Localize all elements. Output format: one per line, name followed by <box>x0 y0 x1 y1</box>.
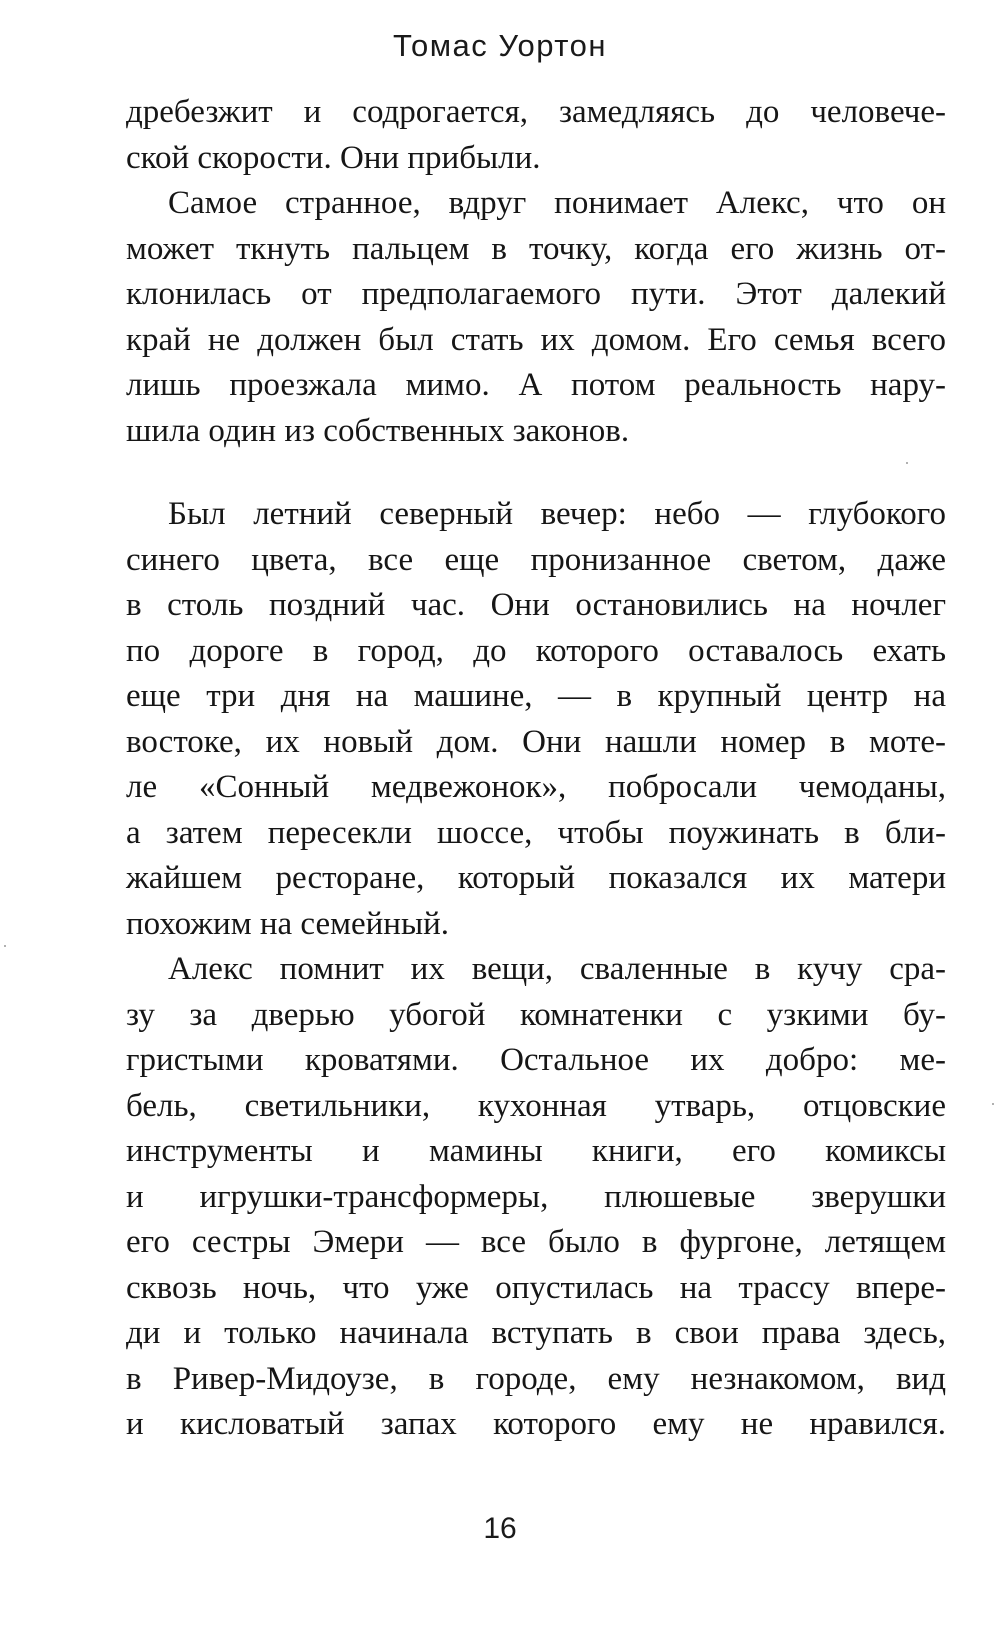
text-line: и игрушки-трансформеры, плюшевые зверушки <box>126 1178 946 1215</box>
text-line: бель, светильники, кухонная утварь, отцовские <box>126 1087 946 1124</box>
page-number: 16 <box>483 1512 517 1545</box>
text-line: ди и только начинала вступать в свои права здесь, <box>126 1315 946 1351</box>
text-line: край не должен был стать их домом. Его семья всего <box>126 321 946 358</box>
text-line: в Ривер-Мидоузе, в городе, ему незнакомом, вид <box>126 1360 946 1397</box>
text-line: Самое странное, вдруг понимает Алекс, что он <box>168 185 946 221</box>
text-line: Был летний северный вечер: небо — глубокого <box>168 496 946 532</box>
text-line: Алекс помнит их вещи, сваленные в кучу сра- <box>168 951 946 987</box>
text-line: сквозь ночь, что уже опустилась на трассу впере- <box>126 1269 946 1306</box>
text-line: еще три дня на машине, — в крупный центр на <box>126 678 946 714</box>
text-line: востоке, их новый дом. Они нашли номер в моте- <box>126 723 946 760</box>
text-line: может ткнуть пальцем в точку, когда его жизнь от- <box>126 230 946 267</box>
text-line: ле «Сонный медвежонок», побросали чемоданы, <box>126 769 946 805</box>
text-line: зу за дверью убогой комнатенки с узкими бу- <box>126 996 946 1033</box>
print-speck <box>906 462 908 464</box>
text-line: дребезжит и содрогается, замедляясь до человече- <box>126 94 946 130</box>
text-line: синего цвета, все еще пронизанное светом, даже <box>126 541 946 578</box>
text-line: и кисловатый запах которого ему не нравился. <box>126 1406 946 1442</box>
text-line: инструменты и мамины книги, его комиксы <box>126 1133 946 1169</box>
print-speck <box>4 945 6 947</box>
text-line: ской скорости. Они прибыли. <box>126 139 541 176</box>
text-line: лишь проезжала мимо. А потом реальность нару- <box>126 367 946 403</box>
text-line: а затем пересекли шоссе, чтобы поужинать в бли- <box>126 814 946 851</box>
text-line: шила один из собственных законов. <box>126 412 630 449</box>
text-line: похожим на семейный. <box>126 905 450 942</box>
text-line: в столь поздний час. Они остановились на ночлег <box>126 587 946 623</box>
text-block-bottom <box>126 492 946 1448</box>
running-head: Томас Уортон <box>392 28 608 63</box>
print-speck <box>992 1103 994 1105</box>
text-line: гристыми кроватями. Остальное их добро: ме- <box>126 1042 946 1078</box>
text-line: клонилась от предполагаемого пути. Этот далекий <box>126 276 946 312</box>
text-line: его сестры Эмери — все было в фургоне, летящем <box>126 1224 946 1260</box>
text-line: жайшем ресторане, который показался их матери <box>126 860 946 896</box>
text-block-top <box>126 90 946 454</box>
text-line: по дороге в город, до которого оставалось ехать <box>126 632 946 669</box>
